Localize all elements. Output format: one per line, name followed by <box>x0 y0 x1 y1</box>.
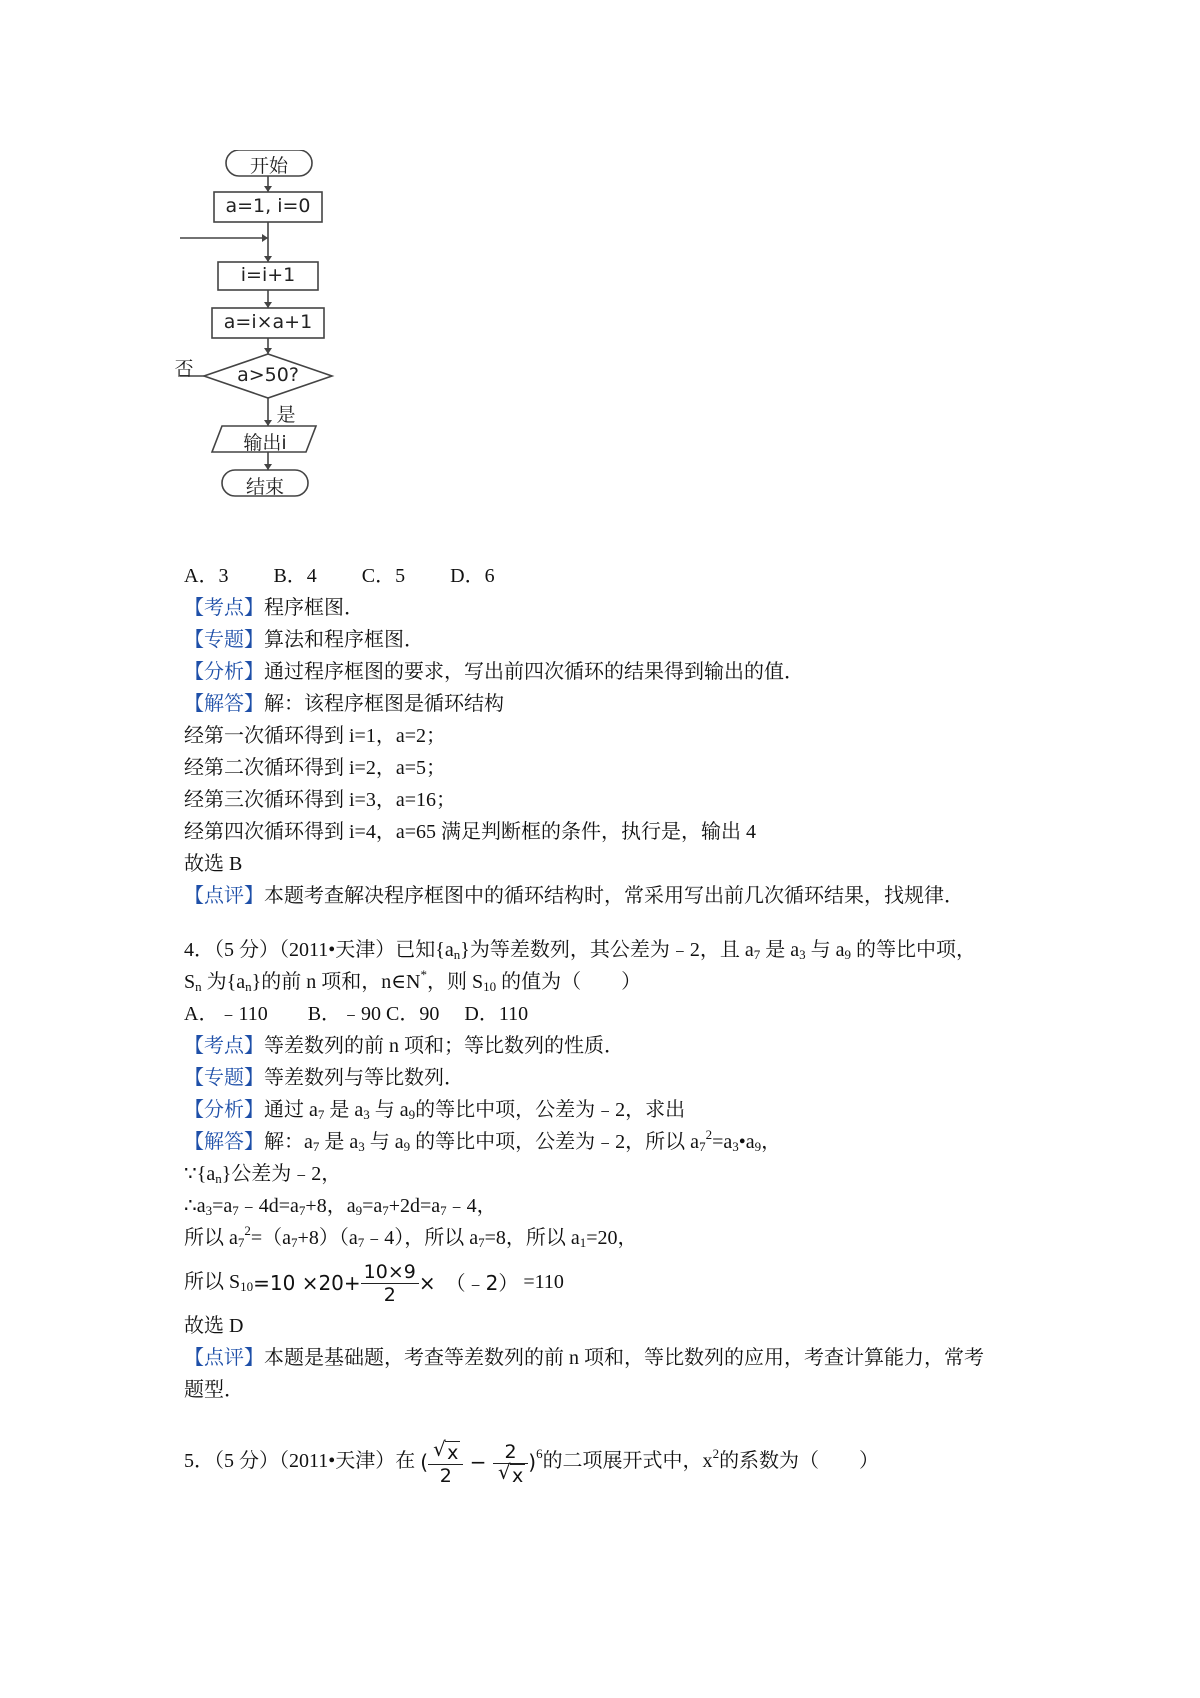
q3-jieda <box>184 688 1064 720</box>
q4-kaodian <box>184 1030 1064 1062</box>
q4-line1: $\because\{a_n\}$公差为﹣2， <box>184 1163 342 1186</box>
q4-expr-part: × （﹣2） <box>418 1271 519 1296</box>
fraction-denominator: 2 <box>439 1464 452 1487</box>
sqrt-x: √ x <box>510 1464 525 1487</box>
q3-dianping <box>184 880 1064 912</box>
q4-line-part: +8，a <box>305 1195 356 1217</box>
q4-stem-part: }的前 n 项和，n∈N <box>251 971 421 993</box>
q4-line-part: ﹣4d=a <box>238 1195 299 1217</box>
fraction-denominator <box>493 1464 528 1487</box>
fraction <box>493 1441 528 1487</box>
flow-condition-label: a>50? <box>237 364 299 386</box>
jieda-text: 解：该程序框图是循环结构 <box>264 693 504 715</box>
fraction <box>361 1261 419 1306</box>
q5-stem-part: 5．（5 分）（2011•天津）在 <box>184 1450 416 1472</box>
q4-stem: 4．（5 分）（2011•天津）已知$\{a_n\}$为等差数列，其公差为﹣2，且 $a_7$ 是 $a_3$ 与 $a_9$ 的等比中项， <box>184 939 977 962</box>
tag-kaodian: 【考点】 <box>184 597 264 619</box>
fraction-numerator: 10×9 <box>361 1261 419 1284</box>
document-body <box>184 560 1064 1494</box>
q3-answer: 故选 B <box>184 853 243 875</box>
flow-start-label: 开始 <box>249 155 288 177</box>
flow-step2-label: a=i×a+1 <box>223 311 313 333</box>
q3-zhuanti <box>184 624 1064 656</box>
dianping-text: 本题是基础题，考查等差数列的前 n 项和，等比数列的应用，考查计算能力，常考 <box>264 1347 984 1369</box>
dianping-text: 本题考查解决程序框图中的循环结构时，常采用写出前几次循环结果，找规律． <box>264 885 964 907</box>
fenxi-text: 通过程序框图的要求，写出前四次循环的结果得到输出的值． <box>264 661 804 683</box>
q4-answer: 故选 D <box>184 1315 244 1337</box>
q4-line4: 所以 $S_{10}=10 \times 20+$ $\frac{10\times 9}{2}$ × （﹣2） =110 <box>184 1254 1064 1310</box>
tag-jieda: 【解答】 <box>184 1131 264 1153</box>
q4-stem-part: S <box>184 971 196 993</box>
fraction-numerator <box>428 1441 463 1465</box>
fenxi-text: 通过 a <box>264 1099 318 1121</box>
tag-fenxi: 【分析】 <box>184 1099 264 1121</box>
zhuanti-text: 算法和程序框图． <box>264 629 424 651</box>
tag-kaodian: 【考点】 <box>184 1035 264 1057</box>
q5-stem: 5．（5 分）（2011•天津）在 ( √ $\frac{x}{2}$ − 2 √ x )$^6$的二项展开式中，$x^2$的系数为（ ） <box>184 1428 1064 1494</box>
q4-expr-part: =10 ×20+ <box>253 1271 361 1296</box>
tag-dianping: 【点评】 <box>184 1347 264 1369</box>
tag-dianping: 【点评】 <box>184 885 264 907</box>
flow-output-label: 输出i <box>243 432 287 454</box>
q4-line-part: 所以 S <box>184 1271 241 1293</box>
q4-stem-part: 与 a <box>805 939 845 961</box>
fenxi-text: 是 a <box>324 1099 364 1121</box>
q3-loop-line: 经第三次循环得到 i=3，a=16； <box>184 789 456 811</box>
flow-step1-label: i=i+1 <box>240 264 296 286</box>
q4-line-part: =（a <box>250 1227 292 1249</box>
q3-loop-line: 经第一次循环得到 i=1，a=2； <box>184 725 446 747</box>
q5-stem-part: 的系数为（ ） <box>719 1450 880 1472</box>
jieda-text: =a <box>712 1131 733 1153</box>
q4-line-part: =8，所以 a <box>484 1227 580 1249</box>
fenxi-text: 与 a <box>369 1099 409 1121</box>
q4-line-part: ∵{a <box>184 1163 216 1185</box>
tag-jieda: 【解答】 <box>184 693 264 715</box>
fraction <box>428 1441 463 1487</box>
choice-b: B．4 <box>273 565 317 587</box>
jieda-text: 的等比中项，公差为﹣2，所以 a <box>410 1131 700 1153</box>
fraction-numerator: 2 <box>493 1441 528 1464</box>
q4-stem-part: }为等差数列，其公差为﹣2，且 a <box>460 939 754 961</box>
q4-line-part: 所以 a <box>184 1227 238 1249</box>
q4-line-part: +2d=a <box>388 1195 441 1217</box>
q4-line-part: ﹣4），所以 a <box>364 1227 479 1249</box>
exponent: 6 <box>536 1446 543 1461</box>
q4-stem-part: 的等比中项， <box>851 939 977 961</box>
choice-a: A．3 <box>184 565 229 587</box>
jieda-text: 是 a <box>319 1131 359 1153</box>
kaodian-text: 程序框图． <box>264 597 364 619</box>
q4-line-part: =20， <box>586 1227 638 1249</box>
sqrt-x: √ x <box>445 1441 460 1464</box>
q4-line2: $\therefore a_3=a_7﹣4d=a_7+8$，$a_9=a_7+2d=a_7﹣4$， <box>184 1195 497 1218</box>
q4-stem-part: 为{a <box>201 971 246 993</box>
jieda-text: 与 a <box>364 1131 404 1153</box>
flowchart <box>174 150 370 550</box>
zhuanti-text: 等差数列与等比数列． <box>264 1067 464 1089</box>
q5-stem-part: 的二项展开式中，x <box>542 1450 713 1472</box>
q4-line-part: +8）（a <box>297 1227 358 1249</box>
tag-zhuanti: 【专题】 <box>184 629 264 651</box>
flow-yes-label: 是 <box>276 404 296 426</box>
jieda-text: •a <box>738 1131 755 1153</box>
kaodian-text: 等差数列的前 n 项和；等比数列的性质． <box>264 1035 624 1057</box>
fraction-denominator: 2 <box>383 1283 396 1306</box>
q5-expression: ( √ $\frac{x}{2}$ − 2 √ x ) <box>420 1429 536 1495</box>
q4-stem-part: 4．（5 分）（2011•天津）已知{a <box>184 939 454 961</box>
q4-choices: A．﹣110 B．﹣90 C．90 D．110 <box>184 1003 529 1025</box>
q4-line-part: ∴a <box>184 1195 206 1217</box>
q4-fenxi: 【分析】通过 $a_7$ 是 $a_3$ 与 $a_9$的等比中项，公差为﹣2，求出 <box>184 1099 686 1122</box>
q4-line-part: =a <box>212 1195 233 1217</box>
q4-line-part: ﹣4， <box>446 1195 497 1217</box>
q3-choices <box>184 560 1064 592</box>
q3-loop-line: 经第四次循环得到 i=4，a=65 满足判断框的条件，执行是，输出 4 <box>184 821 756 843</box>
q4-line3: 所以 $a_7^2=(a_7+8)(a_7﹣4)$，所以 $a_7=8$，所以 $a_1=20$， <box>184 1223 638 1250</box>
q3-fenxi <box>184 656 1064 688</box>
flow-end-label: 结束 <box>245 476 284 498</box>
jieda-text: ， <box>761 1131 782 1153</box>
flow-no-label: 否 <box>174 358 194 380</box>
q4-stem-part: ，则 S <box>426 971 484 993</box>
q4-zhuanti <box>184 1062 1064 1094</box>
q4-stem-line2: $S_n$ 为$\{a_n\}$的前 n 项和，n∈N*，则 $S_{10}$ 的值为（ ） <box>184 967 642 994</box>
q4-result: =110 <box>523 1271 564 1293</box>
choice-c: C．5 <box>361 565 406 587</box>
q3-kaodian <box>184 592 1064 624</box>
q4-stem-part: 是 a <box>760 939 800 961</box>
q4-line-part: }公差为﹣2， <box>221 1163 342 1185</box>
jieda-text: 解：a <box>264 1131 313 1153</box>
q4-line-part: =a <box>362 1195 383 1217</box>
choice-d: D．6 <box>450 565 495 587</box>
q4-dianping <box>184 1342 1064 1374</box>
q4-stem-part: 的值为（ ） <box>496 971 642 993</box>
tag-fenxi: 【分析】 <box>184 661 264 683</box>
tag-zhuanti: 【专题】 <box>184 1067 264 1089</box>
q3-loop-line: 经第二次循环得到 i=2，a=5； <box>184 757 446 779</box>
flow-init-label: a=1, i=0 <box>225 195 311 217</box>
fenxi-text: 的等比中项，公差为﹣2，求出 <box>415 1099 686 1121</box>
q4-jieda: 【解答】解：$a_7$ 是 $a_3$ 与 $a_9$ 的等比中项，公差为﹣2，所以 $a_7^2=a_3•a_9$， <box>184 1127 782 1154</box>
q4-dianping-cont: 题型． <box>184 1379 244 1401</box>
